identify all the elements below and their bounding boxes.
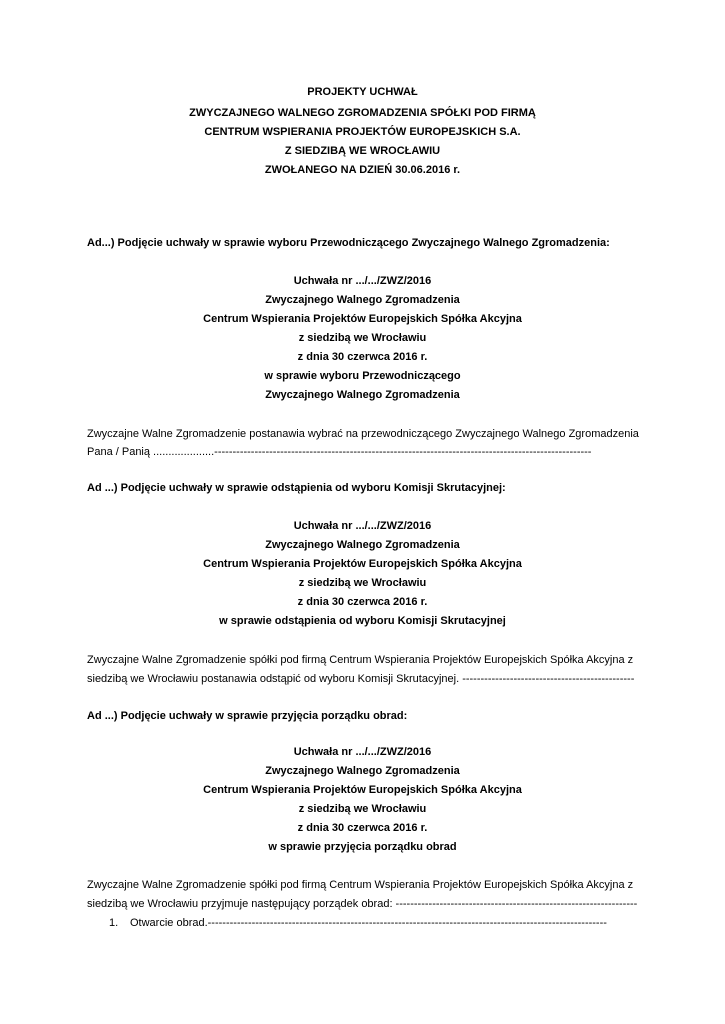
body-paragraph-line: Pana / Panią ....................-------------------------------------------------------------------------------------------------------	[87, 446, 592, 458]
resolution-line: Centrum Wspierania Projektów Europejskich Spółka Akcyjna	[203, 558, 522, 570]
doc-title-line: ZWYCZAJNEGO WALNEGO ZGROMADZENIA SPÓŁKI POD FIRMĄ	[189, 107, 536, 119]
list-item-number: 1.	[109, 917, 119, 929]
resolution-line: Uchwała nr .../.../ZWZ/2016	[293, 746, 432, 758]
resolution-line: Centrum Wspierania Projektów Europejskich Spółka Akcyjna	[203, 784, 522, 796]
resolution-line: Centrum Wspierania Projektów Europejskich Spółka Akcyjna	[203, 313, 522, 325]
resolution-line: z dnia 30 czerwca 2016 r.	[297, 596, 428, 608]
resolution-line: z dnia 30 czerwca 2016 r.	[297, 822, 428, 834]
doc-title-line: PROJEKTY UCHWAŁ	[307, 86, 418, 98]
resolution-line: z siedzibą we Wrocławiu	[298, 803, 427, 815]
list-item-text: Otwarcie obrad.-------------------------------------------------------------------------------------------------------------	[130, 917, 607, 929]
doc-title-line: ZWOŁANEGO NA DZIEŃ 30.06.2016 r.	[264, 164, 461, 176]
body-paragraph-line: siedzibą we Wrocławiu postanawia odstąpić od wyboru Komisji Skrutacyjnej. -----------------------------------------------	[87, 673, 635, 685]
resolution-line: w sprawie odstąpienia od wyboru Komisji Skrutacyjnej	[219, 615, 506, 627]
body-paragraph-line: siedzibą we Wrocławiu przyjmuje następujący porządek obrad: ------------------------------------------------------------------	[87, 898, 638, 910]
doc-title-line: CENTRUM WSPIERANIA PROJEKTÓW EUROPEJSKICH S.A.	[204, 126, 521, 138]
body-paragraph-line: Zwyczajne Walne Zgromadzenie spółki pod firmą Centrum Wspierania Projektów Europejskich Spółka Akcyjna z	[87, 654, 634, 666]
resolution-line: Zwyczajnego Walnego Zgromadzenia	[265, 539, 460, 551]
resolution-line: Zwyczajnego Walnego Zgromadzenia	[265, 294, 460, 306]
resolution-line: w sprawie przyjęcia porządku obrad	[268, 841, 457, 853]
section-heading: Ad ...) Podjęcie uchwały w sprawie odstąpienia od wyboru Komisji Skrutacyjnej:	[87, 482, 506, 494]
resolution-line: Zwyczajnego Walnego Zgromadzenia	[265, 389, 460, 401]
resolution-line: z siedzibą we Wrocławiu	[298, 332, 427, 344]
section-heading: Ad ...) Podjęcie uchwały w sprawie przyjęcia porządku obrad:	[87, 710, 408, 722]
resolution-line: z siedzibą we Wrocławiu	[298, 577, 427, 589]
body-paragraph-line: Zwyczajne Walne Zgromadzenie postanawia wybrać na przewodniczącego Zwyczajnego Walnego Zgromadzenia	[87, 428, 639, 440]
resolution-line: w sprawie wyboru Przewodniczącego	[264, 370, 461, 382]
resolution-line: Uchwała nr .../.../ZWZ/2016	[293, 520, 432, 532]
resolution-line: z dnia 30 czerwca 2016 r.	[297, 351, 428, 363]
resolution-line: Zwyczajnego Walnego Zgromadzenia	[265, 765, 460, 777]
body-paragraph-line: Zwyczajne Walne Zgromadzenie spółki pod firmą Centrum Wspierania Projektów Europejskich Spółka Akcyjna z	[87, 879, 634, 891]
section-heading: Ad...) Podjęcie uchwały w sprawie wyboru Przewodniczącego Zwyczajnego Walnego Zgromadzenia:	[87, 237, 610, 249]
doc-title-line: Z SIEDZIBĄ WE WROCŁAWIU	[284, 145, 441, 157]
resolution-line: Uchwała nr .../.../ZWZ/2016	[293, 275, 432, 287]
